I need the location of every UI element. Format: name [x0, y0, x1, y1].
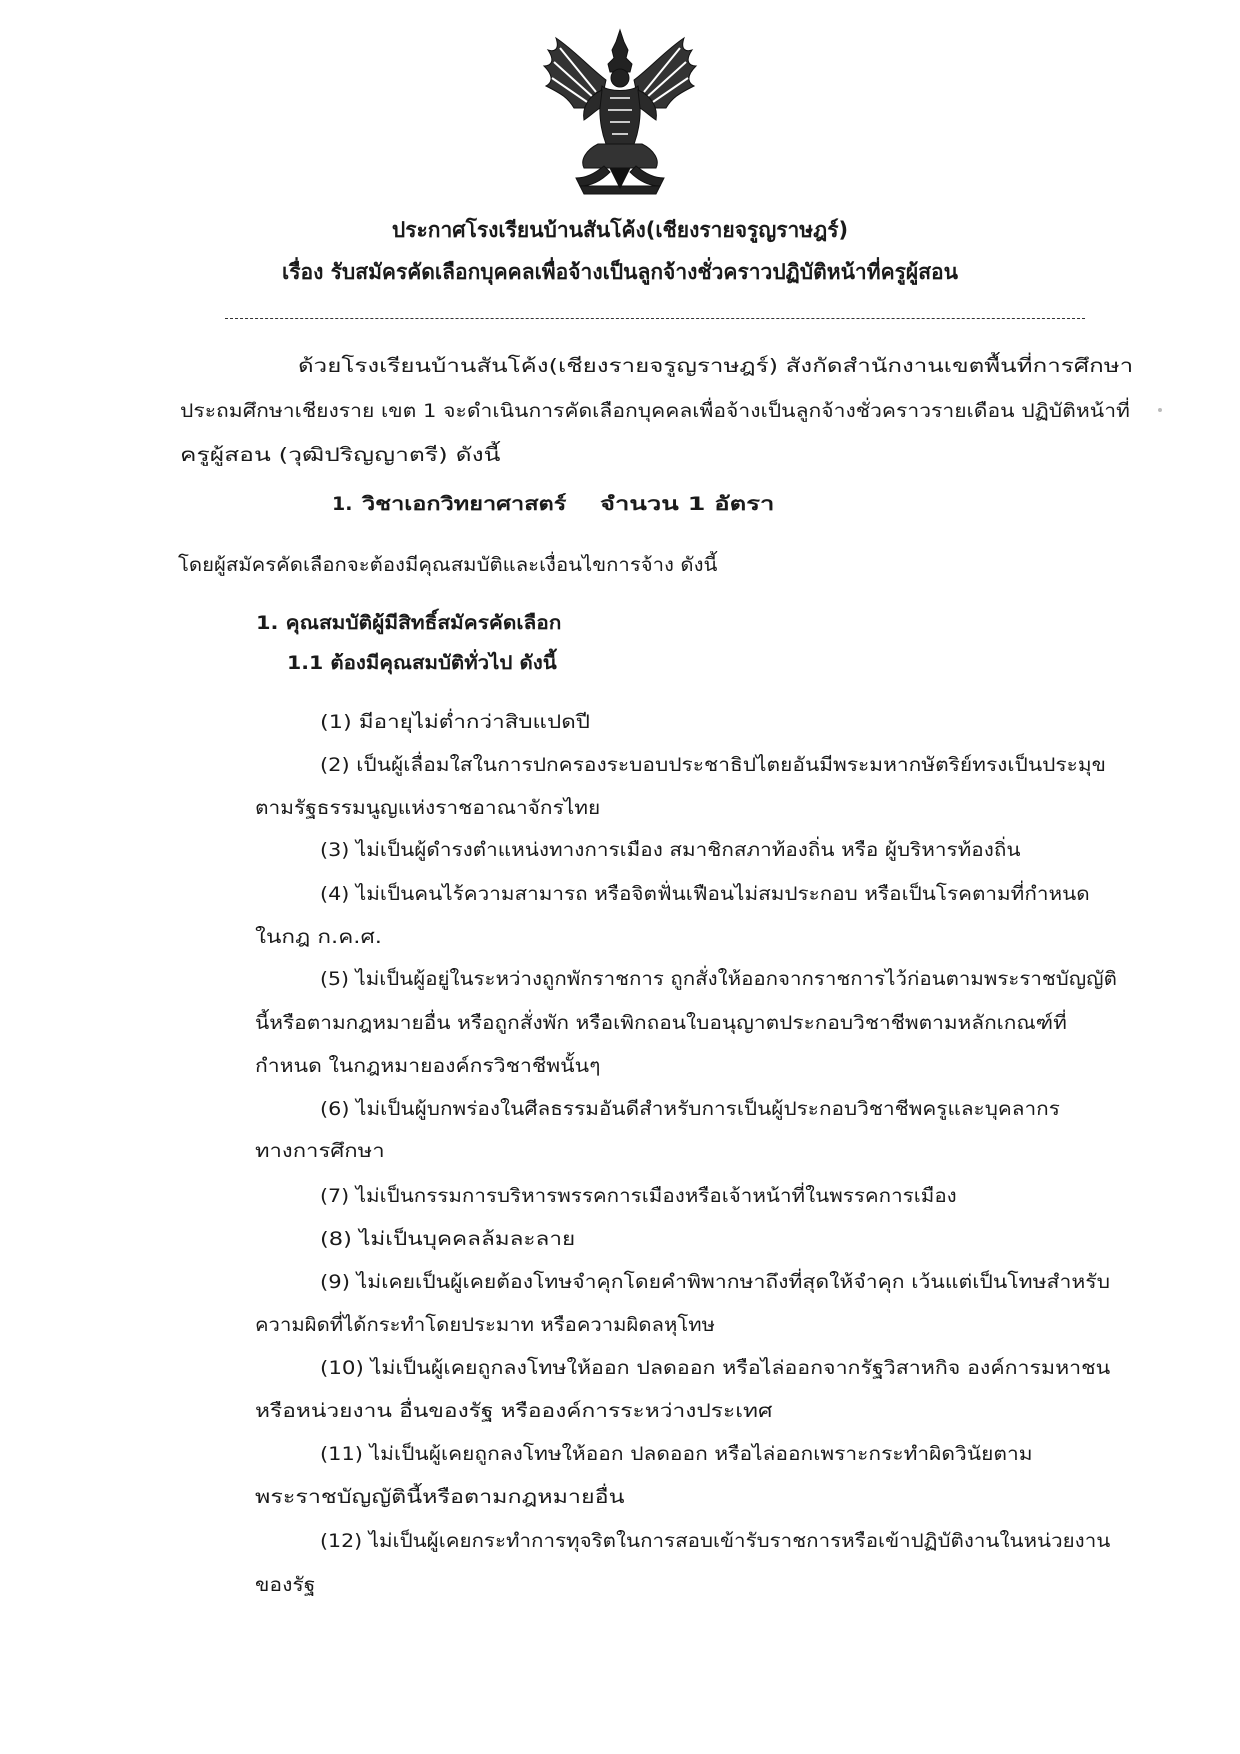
position-number: 1. — [332, 493, 353, 515]
scan-speck — [1158, 408, 1162, 412]
conditions-intro: โดยผู้สมัครคัดเลือกจะต้องมีคุณสมบัติและเงื่อนไขการจ้าง ดังนี้ — [178, 554, 718, 576]
announcement-subject: เรื่อง รับสมัครคัดเลือกบุคคลเพื่อจ้างเป็นลูกจ้างชั่วคราวปฏิบัติหน้าที่ครูผู้สอน — [282, 260, 958, 284]
intro-line-3: ครูผู้สอน (วุฒิปริญญาตรี) ดังนี้ — [180, 444, 501, 466]
list-item-10-cont: หรือหน่วยงาน อื่นของรัฐ หรือองค์การระหว่างประเทศ — [255, 1400, 773, 1422]
list-item-7: (7) ไม่เป็นกรรมการบริหารพรรคการเมืองหรือเจ้าหน้าที่ในพรรคการเมือง — [320, 1185, 957, 1207]
list-item-9-cont: ความผิดที่ได้กระทำโดยประมาท หรือความผิดลหุโทษ — [255, 1314, 715, 1336]
list-item-11: (11) ไม่เป็นผู้เคยถูกลงโทษให้ออก ปลดออก หรือไล่ออกเพราะกระทำผิดวินัยตาม — [320, 1443, 1033, 1465]
title-divider — [225, 318, 1085, 319]
list-item-5: (5) ไม่เป็นผู้อยู่ในระหว่างถูกพักราชการ ถูกสั่งให้ออกจากราชการไว้ก่อนตามพระราชบัญญัติ — [320, 968, 1117, 990]
list-item-11-cont: พระราชบัญญัตินี้หรือตามกฎหมายอื่น — [255, 1486, 625, 1508]
list-item-3: (3) ไม่เป็นผู้ดำรงตำแหน่งทางการเมือง สมาชิกสภาท้องถิ่น หรือ ผู้บริหารท้องถิ่น — [320, 839, 1021, 861]
list-item-10: (10) ไม่เป็นผู้เคยถูกลงโทษให้ออก ปลดออก หรือไล่ออกจากรัฐวิสาหกิจ องค์การมหาชน — [320, 1357, 1111, 1379]
list-item-8: (8) ไม่เป็นบุคคลล้มละลาย — [320, 1228, 576, 1250]
intro-line-1: ด้วยโรงเรียนบ้านสันโค้ง(เชียงรายจรูญราษฎร์) สังกัดสำนักงานเขตพื้นที่การศึกษา — [298, 355, 1134, 377]
section-heading: 1. คุณสมบัติผู้มีสิทธิ์สมัครคัดเลือก — [256, 612, 562, 634]
list-item-1: (1) มีอายุไม่ต่ำกว่าสิบแปดปี — [320, 711, 590, 733]
intro-line-2: ประถมศึกษาเชียงราย เขต 1 จะดำเนินการคัดเลือกบุคคลเพื่อจ้างเป็นลูกจ้างชั่วคราวรายเดือน ปฏิบัติหน้าที่ — [180, 400, 1130, 422]
garuda-emblem-icon — [540, 28, 700, 198]
list-item-5-cont-1: นี้หรือตามกฎหมายอื่น หรือถูกสั่งพัก หรือเพิกถอนใบอนุญาตประกอบวิชาชีพตามหลักเกณฑ์ที่ — [255, 1012, 1067, 1034]
list-item-6-cont: ทางการศึกษา — [255, 1140, 385, 1162]
announcement-title: ประกาศโรงเรียนบ้านสันโค้ง(เชียงรายจรูญราษฎร์) — [391, 218, 849, 242]
position-quota: จำนวน 1 อัตรา — [600, 493, 775, 515]
section-subheading: 1.1 ต้องมีคุณสมบัติทั่วไป ดังนี้ — [287, 652, 557, 674]
list-item-12: (12) ไม่เป็นผู้เคยกระทำการทุจริตในการสอบเข้ารับราชการหรือเข้าปฏิบัติงานในหน่วยงาน — [320, 1530, 1111, 1552]
list-item-9: (9) ไม่เคยเป็นผู้เคยต้องโทษจำคุกโดยคำพิพากษาถึงที่สุดให้จำคุก เว้นแต่เป็นโทษสำหรับ — [320, 1271, 1111, 1293]
position-subject: วิชาเอกวิทยาศาสตร์ — [362, 493, 567, 515]
list-item-6: (6) ไม่เป็นผู้บกพร่องในศีลธรรมอันดีสำหรับการเป็นผู้ประกอบวิชาชีพครูและบุคลากร — [320, 1098, 1060, 1120]
list-item-4: (4) ไม่เป็นคนไร้ความสามารถ หรือจิตฟั่นเฟือนไม่สมประกอบ หรือเป็นโรคตามที่กำหนด — [320, 883, 1090, 905]
list-item-4-cont: ในกฎ ก.ค.ศ. — [255, 926, 382, 948]
list-item-2: (2) เป็นผู้เลื่อมใสในการปกครองระบอบประชาธิปไตยอันมีพระมหากษัตริย์ทรงเป็นประมุข — [320, 754, 1106, 776]
list-item-2-cont: ตามรัฐธรรมนูญแห่งราชอาณาจักรไทย — [255, 797, 601, 819]
list-item-12-cont: ของรัฐ — [255, 1574, 316, 1596]
list-item-5-cont-2: กำหนด ในกฎหมายองค์กรวิชาชีพนั้นๆ — [255, 1055, 601, 1077]
